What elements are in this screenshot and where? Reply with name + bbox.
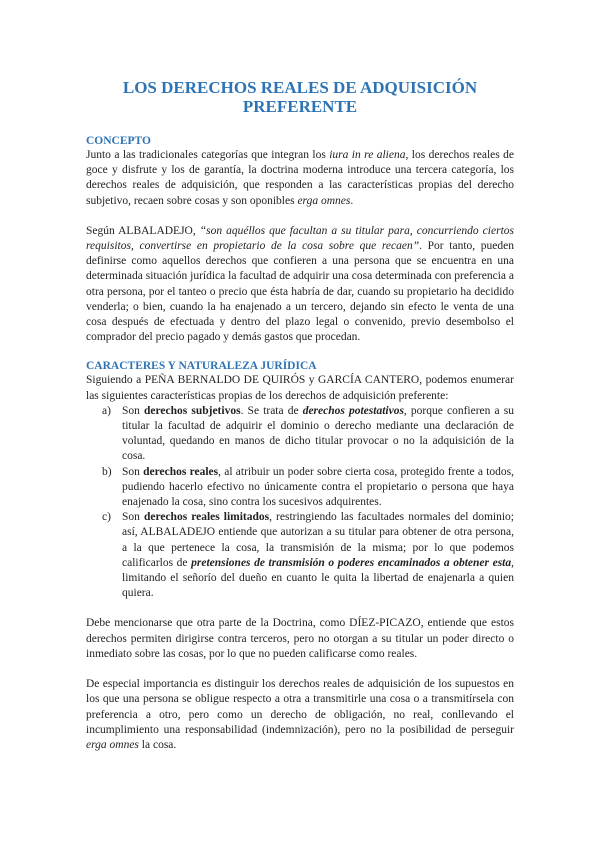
list-item: a) Son derechos subjetivos. Se trata de derechos potestativos, porque confieren a su titular la facultad de adquirir el dominio o derecho mediante una declaración de voluntad, quedando en manos de dicho titular provocar o no la adquisición de la cosa. [102, 404, 514, 463]
list-marker: c) [102, 511, 111, 524]
list-marker: b) [102, 465, 112, 478]
importancia-paragraph: De especial importancia es distinguir los derechos reales de adquisición de los supuestos en los que una persona se obligue respecto a otra a transmitirle una cosa o a transmitírsela con preferencia a otro, pero como un derecho de obligación, no real, conllevando el incumplimiento una responsabilidad (indemnización), pero no la posibilidad de perseguir erga omnes la cosa. [86, 678, 514, 751]
document-page [86, 78, 514, 753]
characteristics-list [86, 404, 514, 602]
doctrina-paragraph: Debe mencionarse que otra parte de la Doctrina, como DÍEZ-PICAZO, entiende que estos derechos permiten dirigirse contra terceros, pero no otorgan a su titular un poder directo o inmediato sobre las cosas, por lo que no pueden calificarse como reales. [86, 617, 514, 660]
concepto-paragraph-2: Según ALBALADEJO, “son aquéllos que facultan a su titular para, concurriendo ciertos requisitos, convertirse en propietario de la cosa sobre que recaen”. Por tanto, pueden definirse como aquellos derechos que confieren a una persona que se encuentra en una determinada situación jurídica la facultad de adquirir una cosa determinada con preferencia a otra persona, por el tanteo o precio que ésta habría de dar, cuando su propietario ha decidido venderla; o bien, cuando la ha enajenado a un tercero, dejando sin efecto le venta de una cosa después de efectuada y dentro del plazo legal o convenido, previo desembolso el comprador del precio pagado y demás gastos que procedan. [86, 224, 514, 344]
list-item: c) Son derechos reales limitados, restringiendo las facultades normales del dominio; así, ALBALADEJO entiende que autorizan a su titular para obtener de otra persona, a la que pertenece la cosa, la transmisión de la misma; por lo que podemos calificarlos de pretensiones de transmisión o poderes encaminados a obtener esta, limitando el señorío del dueño en cuanto le quita la libertad de enajenarla a quien quiera. [102, 511, 514, 600]
document-title: LOS DERECHOS REALES DE ADQUISICIÓN PREFERENTE [122, 78, 478, 116]
list-item: b) Son derechos reales, al atribuir un poder sobre cierta cosa, protegido frente a todos, pudiendo hacerlo efectivo no únicamente contra el propietario o persona que haya enajenado la cosa, sino contra los sucesivos adquirentes. [102, 465, 514, 509]
list-marker: a) [102, 404, 111, 417]
concepto-paragraph-1: Junto a las tradicionales categorías que integran los iura in re aliena, los derechos reales de goce y disfrute y los de garantía, la doctrina moderna introduce una tercera categoría, los derechos reales de adquisición, que responden a las características propias del derecho subjetivo, recaen sobre cosas y son oponibles erga omnes. [86, 149, 515, 207]
caracteres-intro: Siguiendo a PEÑA BERNALDO DE QUIRÓS y GARCÍA CANTERO, podemos enumerar las siguientes características propias de los derechos de adquisición preferente: [86, 374, 514, 402]
section-heading-caracteres: CARACTERES Y NATURALEZA JURÍDICA [86, 360, 317, 373]
section-heading-concepto: CONCEPTO [86, 135, 151, 147]
